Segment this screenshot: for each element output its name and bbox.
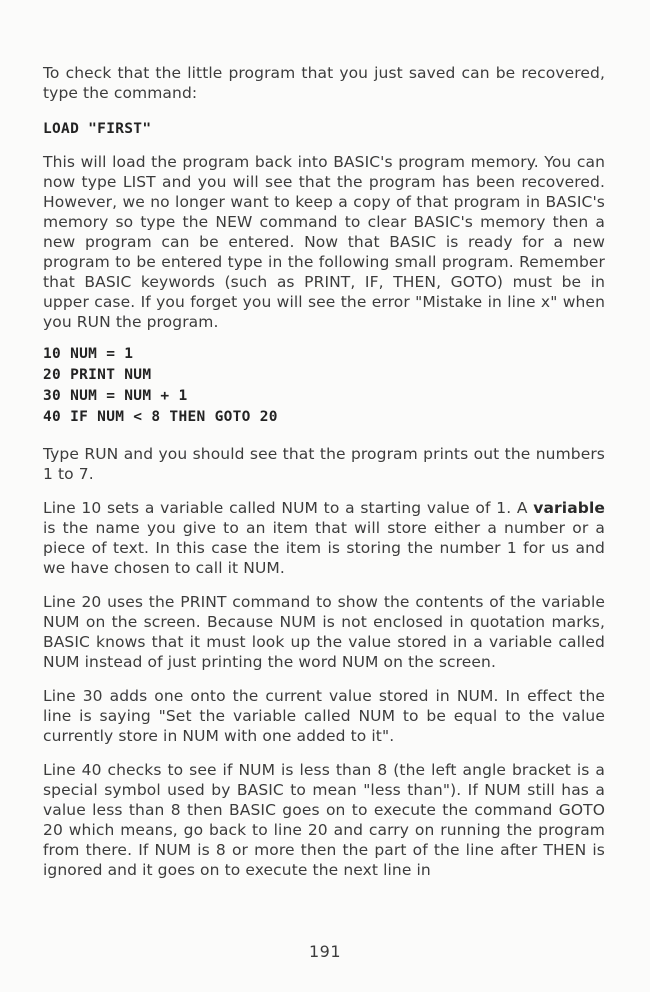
line10-text-before: Line 10 sets a variable called NUM to a starting value of 1. A	[43, 499, 534, 517]
paragraph-line10-explanation	[43, 498, 605, 578]
paragraph-line20-explanation: Line 20 uses the PRINT command to show the contents of the variable NUM on the screen. Because NUM is not enclosed in quotation marks, BASIC knows that it must look up the value stored in a variable called NUM instead of just printing the word NUM on the screen.	[43, 593, 605, 671]
paragraph-line40-explanation: Line 40 checks to see if NUM is less than 8 (the left angle bracket is a special symbol used by BASIC to mean "less than"). If NUM still has a value less than 8 then BASIC goes on to execute the command GOTO 20 which means, go back to line 20 and carry on running the program from there. If NUM is 8 or more then the part of the line after THEN is ignored and it goes on to execute the next line in	[43, 761, 605, 879]
paragraph-run-note: Type RUN and you should see that the program prints out the numbers 1 to 7.	[43, 445, 605, 483]
line10-text-after: is the name you give to an item that will store either a number or a piece of text. In this case the item is storing the number 1 for us and we have chosen to call it NUM.	[43, 519, 605, 577]
paragraph-line30-explanation: Line 30 adds one onto the current value stored in NUM. In effect the line is saying "Set the variable called NUM to be equal to the value currently store in NUM with one added to it".	[43, 687, 605, 745]
code-line-30: 30 NUM = NUM + 1	[43, 388, 188, 404]
code-line-20: 20 PRINT NUM	[43, 367, 152, 383]
page-number: 191	[308, 942, 342, 961]
line10-bold-term: variable	[533, 499, 605, 517]
paragraph-intro: To check that the little program that you just saved can be recovered, type the command:	[43, 64, 605, 102]
code-load-command: LOAD "FIRST"	[43, 121, 152, 137]
paragraph-load-explanation: This will load the program back into BASIC's program memory. You can now type LIST and you will see that the program has been recovered. However, we no longer want to keep a copy of that program in BASIC's memory so type the NEW command to clear BASIC's memory then a new program can be entered. Now that BASIC is ready for a new program to be entered type in the following small program. Remember that BASIC keywords (such as PRINT, IF, THEN, GOTO) must be in upper case. If you forget you will see the error "Mistake in line x" when you RUN the program.	[43, 153, 605, 331]
code-line-40: 40 IF NUM < 8 THEN GOTO 20	[43, 409, 278, 425]
code-program-listing	[43, 344, 605, 428]
code-line-10: 10 NUM = 1	[43, 346, 134, 362]
